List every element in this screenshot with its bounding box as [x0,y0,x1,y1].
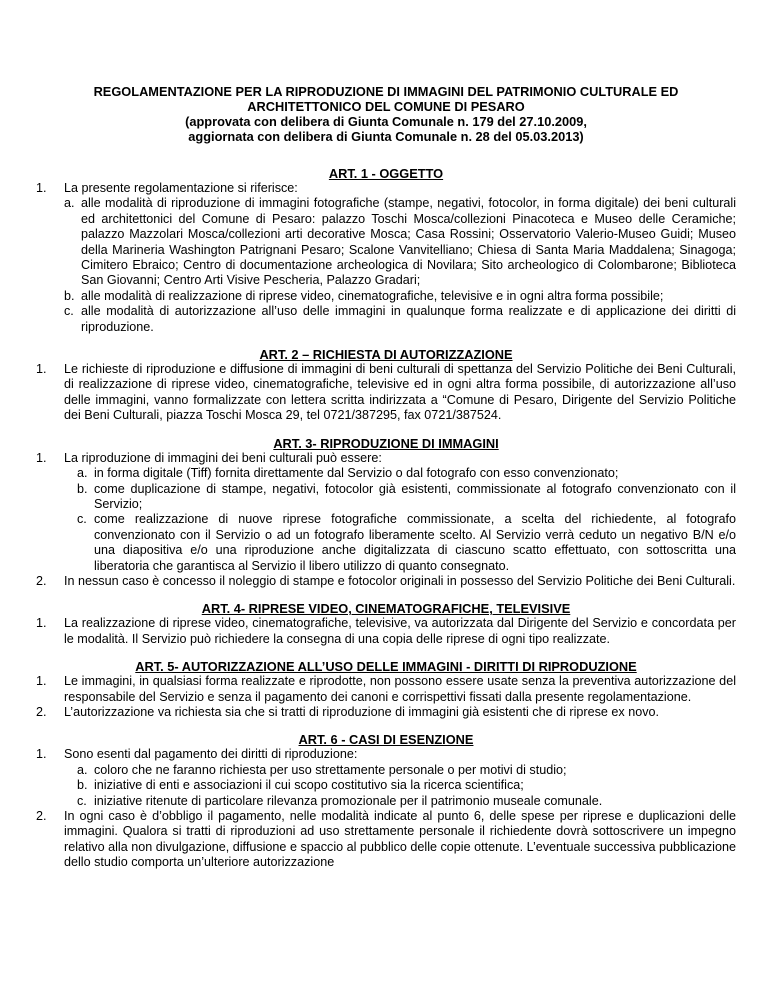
art3-sublist [64,466,736,574]
title-line-3: (approvata con delibera di Giunta Comunale n. 179 del 27.10.2009, [185,114,587,129]
title-line-2: ARCHITETTONICO DEL COMUNE DI PESARO [247,99,525,114]
art3-paragraph-2 [36,574,736,589]
art2-heading: ART. 2 – RICHIESTA DI AUTORIZZAZIONE [259,347,513,363]
item-letter: a. [77,466,88,481]
art3-heading: ART. 3- RIPRODUZIONE DI IMMAGINI [273,435,499,451]
art6-paragraph-1 [36,747,736,809]
art4-heading: ART. 4- RIPRESE VIDEO, CINEMATOGRAFICHE, TELEVISIVE [201,601,571,617]
art3-paragraph-1 [36,451,736,574]
title-line-4: aggiornata con delibera di Giunta Comunale n. 28 del 05.03.2013) [188,129,584,144]
paragraph-text: Le richieste di riproduzione e diffusione di immagini di beni culturali di spettanza del Servizio Politiche dei Beni Culturali, di realizzazione di riprese video, cinematografiche, televisive ed in ogni altra forma possibile, di autorizzazione all’uso delle immagini, vanno formalizzate con lettera scritta indirizzata a “Comune di Pesaro, Dirigente del Servizio Politiche dei Beni Culturali, piazza Toschi Mosca 29, tel 0721/387295, fax 0721/387524. [64,362,736,423]
art3-item-b [64,482,736,513]
paragraph-text: La realizzazione di riprese video, cinematografiche, televisive, va autorizzata dal Dirigente del Servizio e concordata per le modalità. Il Servizio può richiedere la consegna di una copia delle riprese di ogni tipo realizzate. [64,616,736,646]
art5-list [36,674,736,720]
paragraph-number: 1. [36,674,47,689]
paragraph-number: 2. [36,809,47,823]
art5-paragraph-2 [36,705,736,720]
art6-sublist [64,763,736,809]
art4-paragraph-1 [36,616,736,647]
art6-list [36,747,736,870]
art3-item-c [64,512,736,574]
art6-paragraph-2 [36,809,736,871]
art4-list [36,616,736,647]
art6-item-a [64,763,736,778]
paragraph-text: In nessun caso è concesso il noleggio di stampe e fotocolor originali in possesso del Servizio Politiche dei Beni Culturali. [64,573,736,588]
item-letter: c. [77,793,87,808]
art5-heading: ART. 5- AUTORIZZAZIONE ALL’USO DELLE IMMAGINI - DIRITTI DI RIPRODUZIONE [135,659,637,675]
art2-paragraph-1 [36,362,736,424]
item-text: come duplicazione di stampe, negativi, fotocolor già esistenti, commissionate al fotografo convenzionato con il Servizio; [94,481,736,511]
item-letter: b. [77,481,88,496]
document-page [36,84,736,871]
paragraph-number: 1. [36,362,47,377]
item-text: in forma digitale (Tiff) fornita direttamente dal Servizio o dal fotografo con esso convenzionato; [94,466,619,481]
paragraph-number: 1. [36,450,47,465]
art1-item-b [64,289,736,304]
art1-sublist [64,196,736,335]
art6-heading: ART. 6 - CASI DI ESENZIONE [298,732,474,748]
art3-list [36,451,736,590]
item-letter: b. [64,288,75,303]
paragraph-number: 1. [36,747,47,762]
paragraph-text: Le immagini, in qualsiasi forma realizzate e riprodotte, non possono essere usate senza la preventiva autorizzazione del responsabile del Servizio e senza il pagamento dei canoni e corrispettivi fissati dalla presente regolamentazione. [64,674,736,704]
paragraph-text: La riproduzione di immagini dei beni culturali può essere: [64,450,382,465]
item-text: alle modalità di riproduzione di immagini fotografiche (stampe, negativi, fotocolor, in forma digitale) dei beni culturali ed architettonici del Comune di Pesaro: palazzo Toschi Mosca/collezioni Pinacoteca e Museo delle Ceramiche; palazzo Mazzolari Mosca/collezioni arti decorative Mosca; Casa Rossini; Osservatorio Valerio-Museo Guidi; Museo della Marineria Washington Patrignani Pesaro; Scalone Vanvitelliano; Chiesa di Santa Maria Maddalena; Sinagoga; Cimitero Ebraico; Centro di documentazione archeologica di Novilara; Sito archeologico di Colombarone; Biblioteca San Giovanni; Centro Arti Visive Pescheria, Palazzo Gradari; [81,196,736,288]
item-letter: b. [77,778,88,793]
art1-list [36,181,736,335]
item-letter: a. [64,196,75,211]
item-letter: a. [77,762,88,777]
item-text: alle modalità di autorizzazione all’uso delle immagini in qualunque forma realizzate e di applicazione dei diritti di riproduzione. [81,304,736,334]
art1-item-c [64,304,736,335]
item-text: alle modalità di realizzazione di riprese video, cinematografiche, televisive e in ogni altra forma possibile; [81,288,664,303]
document-title [36,84,736,144]
item-text: iniziative di enti e associazioni il cui scopo costitutivo sia la ricerca scientifica; [94,778,524,793]
paragraph-number: 1. [36,181,47,195]
paragraph-text: La presente regolamentazione si riferisce: [64,181,298,195]
art2-list [36,362,736,424]
paragraph-text: L’autorizzazione va richiesta sia che si tratti di riproduzione di immagini già esistenti che di riprese ex novo. [64,704,659,719]
paragraph-number: 2. [36,704,47,719]
art1-heading: ART. 1 - OGGETTO [328,166,444,181]
art6-item-b [64,778,736,793]
item-letter: c. [77,512,87,527]
art1-item-a [64,196,736,288]
item-text: coloro che ne faranno richiesta per uso strettamente personale o per motivi di studio; [94,762,567,777]
item-text: iniziative ritenute di particolare rilevanza promozionale per il patrimonio museale comunale. [94,793,603,808]
title-line-1: REGOLAMENTAZIONE PER LA RIPRODUZIONE DI IMMAGINI DEL PATRIMONIO CULTURALE ED [93,84,679,99]
paragraph-text: In ogni caso è d’obbligo il pagamento, nelle modalità indicate al punto 6, delle spese per riprese e duplicazioni delle immagini. Qualora si tratti di riproduzioni ad uso strettamente personale il richiedente dovrà sottoscrivere un impegno relativo alla non divulgazione, diffusione e spaccio al pubblico delle copie ottenute. L’eventuale successiva pubblicazione dello studio comporta un’ulteriore autorizzazione [64,809,736,870]
item-text: come realizzazione di nuove riprese fotografiche commissionate, a scelta del richiedente, al fotografo convenzionato con il Servizio o ad un fotografo liberamente scelto. Al Servizio verrà ceduto un negativo B/N e/o una diapositiva e/o una riproduzione anche digitalizzata di ciascuno scatto effettuato, con sottoscritta una liberatoria che garantisca al Servizio il libero utilizzo di quanto consegnato. [94,512,736,573]
art1-paragraph-1 [36,181,736,335]
art3-item-a [64,466,736,481]
paragraph-number: 1. [36,616,47,631]
item-letter: c. [64,304,74,319]
art6-item-c [64,794,736,809]
paragraph-text: Sono esenti dal pagamento dei diritti di riproduzione: [64,747,358,762]
art5-paragraph-1 [36,674,736,705]
paragraph-number: 2. [36,573,47,588]
